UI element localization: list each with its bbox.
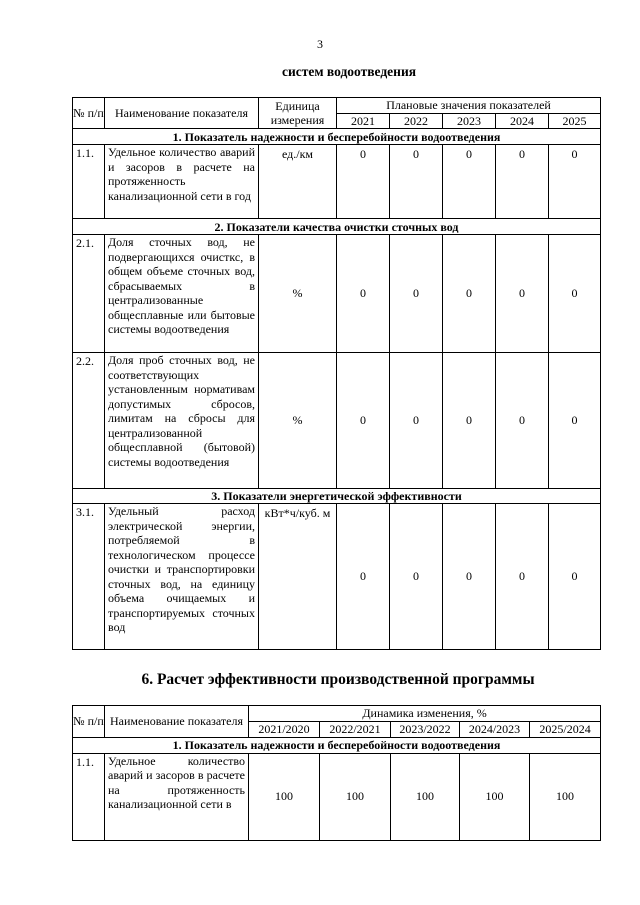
page-number: 3 [317, 37, 323, 51]
value-cell: 0 [390, 145, 443, 219]
value-cell: 100 [460, 753, 530, 840]
period-header: 2021/2020 [249, 722, 320, 738]
row-number: 1.1. [73, 753, 105, 840]
indicator-name: Доля сточных вод, не подвергающихся очисткс, в общем объеме сточных вод, сбрасываемых в централизованные общесплавные или бытовые системы водоотведения [105, 235, 259, 353]
value-cell: 0 [443, 145, 496, 219]
value-cell: 100 [530, 753, 601, 840]
period-header: 2024/2023 [460, 722, 530, 738]
value-cell: 0 [549, 504, 601, 650]
period-header: 2025/2024 [530, 722, 601, 738]
value-cell: 0 [496, 235, 549, 353]
section-title: 2. Показатели качества очистки сточных вод [73, 219, 601, 235]
indicator-name: Удельный расход электрической энергии, потребляемой в технологическом процессе очистки и транспортировки сточных вод, на единицу объема очищаемых и транспортируемых сточных вод [105, 504, 259, 650]
value-cell: 0 [337, 145, 390, 219]
value-cell: 0 [443, 504, 496, 650]
indicators-table [72, 97, 601, 650]
year-header: 2025 [549, 113, 601, 129]
indicator-name: Удельное количество аварий и засоров в расчете на протяженность канализационной сети в год [105, 145, 259, 219]
col-header-num: № п/п [73, 706, 105, 738]
year-header: 2021 [337, 113, 390, 129]
value-cell: 0 [549, 235, 601, 353]
value-cell: 0 [549, 145, 601, 219]
row-number: 1.1. [73, 145, 105, 219]
value-cell: 0 [390, 353, 443, 489]
value-cell: 0 [443, 235, 496, 353]
year-header: 2023 [443, 113, 496, 129]
indicator-name: Доля проб сточных вод, не соответствующих установленным нормативам допустимых сбросов, лимитам на сбросы для централизованной общесплавной (бытовой) системы водоотведения [105, 353, 259, 489]
unit-cell: % [259, 235, 337, 353]
value-cell: 100 [249, 753, 320, 840]
value-cell: 0 [496, 145, 549, 219]
efficiency-table [72, 705, 601, 841]
unit-cell: ед./км [259, 145, 337, 219]
col-header-plan: Плановые значения показателей [337, 98, 601, 114]
unit-cell: кВт*ч/куб. м [259, 504, 337, 650]
section-heading-continued: систем водоотведения [281, 64, 417, 79]
period-header: 2023/2022 [391, 722, 460, 738]
period-header: 2022/2021 [320, 722, 391, 738]
unit-cell: % [259, 353, 337, 489]
section-title: 1. Показатель надежности и бесперебойности водоотведения [73, 737, 601, 753]
col-header-name: Наименование показателя [105, 706, 249, 738]
section-heading-efficiency: 6. Расчет эффективности производственной программы [141, 671, 535, 688]
value-cell: 0 [443, 353, 496, 489]
col-header-num: № п/п [73, 98, 105, 129]
row-number: 3.1. [73, 504, 105, 650]
value-cell: 0 [549, 353, 601, 489]
section-title: 1. Показатель надежности и бесперебойности водоотведения [73, 129, 601, 145]
section-title: 3. Показатели энергетической эффективности [73, 489, 601, 504]
year-header: 2024 [496, 113, 549, 129]
value-cell: 0 [496, 504, 549, 650]
value-cell: 0 [337, 353, 390, 489]
indicator-name: Удельное количество аварий и засоров в расчете на протяженность канализационной сети в [105, 753, 249, 840]
value-cell: 100 [391, 753, 460, 840]
value-cell: 0 [496, 353, 549, 489]
col-header-unit: Единица измерения [259, 98, 337, 129]
col-header-dynamics: Динамика изменения, % [249, 706, 601, 722]
value-cell: 100 [320, 753, 391, 840]
value-cell: 0 [337, 235, 390, 353]
col-header-name: Наименование показателя [105, 98, 259, 129]
value-cell: 0 [390, 504, 443, 650]
row-number: 2.1. [73, 235, 105, 353]
value-cell: 0 [337, 504, 390, 650]
row-number: 2.2. [73, 353, 105, 489]
value-cell: 0 [390, 235, 443, 353]
year-header: 2022 [390, 113, 443, 129]
